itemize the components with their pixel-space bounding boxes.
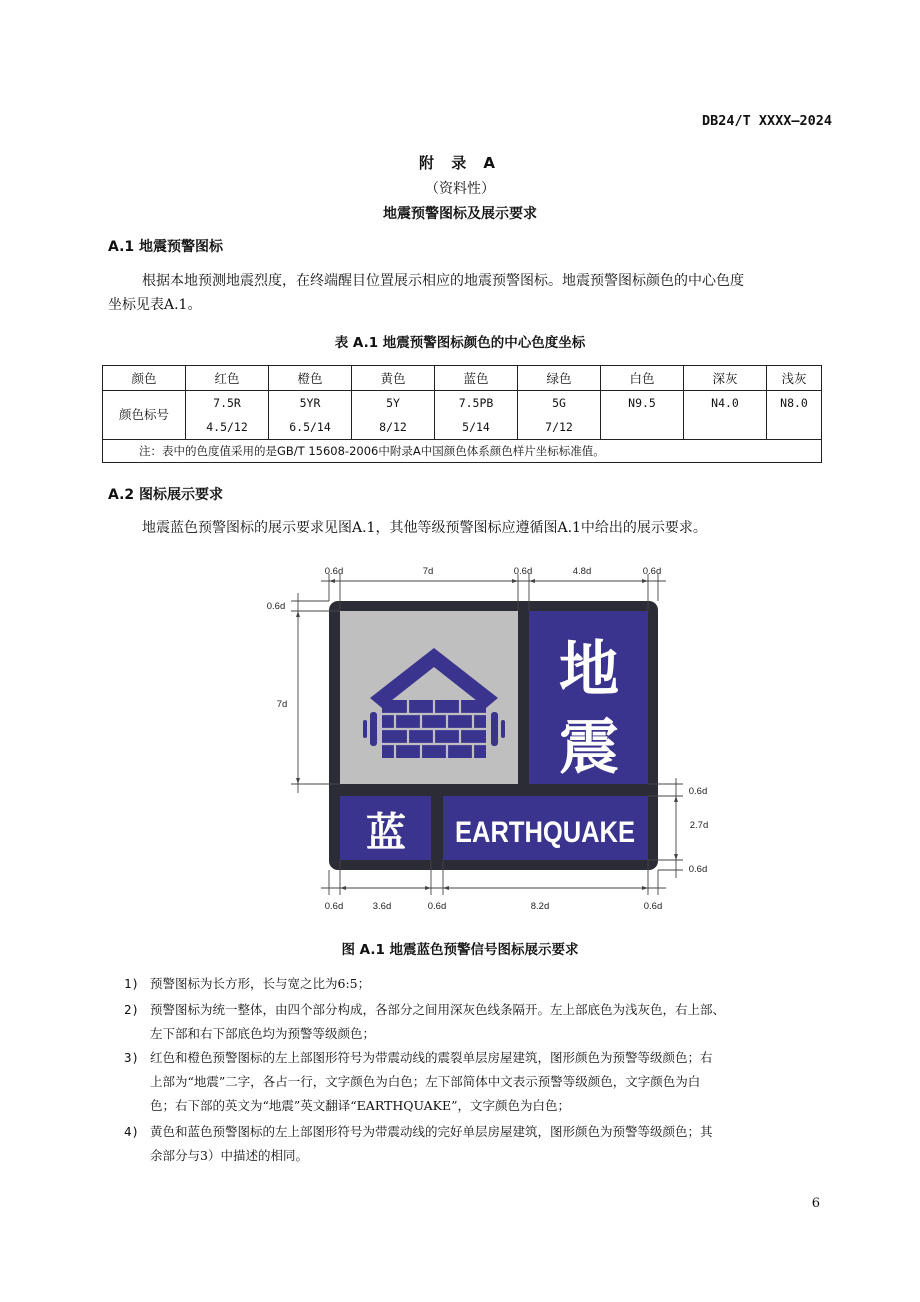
appendix-nature: （资料性） bbox=[425, 181, 495, 197]
table-header-cell: 蓝色 bbox=[435, 366, 518, 391]
row-label: 颜色标号 bbox=[103, 391, 186, 440]
table-cell: N9.5 bbox=[601, 391, 684, 440]
list-text: 色；右下部的英文为“地震”英文翻译“EARTHQUAKE”，文字颜色为白色； bbox=[150, 1098, 571, 1113]
icon-english-text: EARTHQUAKE bbox=[455, 816, 635, 849]
list-text: 余部分与3）中描述的相同。 bbox=[150, 1148, 308, 1163]
dim-label: 0.6d bbox=[427, 901, 447, 912]
figure-caption: 图 A.1 地震蓝色预警信号图标展示要求 bbox=[341, 942, 579, 958]
table-cell: 7.5R 4.5/12 bbox=[186, 391, 269, 440]
section-a2-heading: A.2 图标展示要求 bbox=[108, 487, 224, 503]
dim-label: 0.6d bbox=[642, 566, 662, 577]
list-number: 2) bbox=[124, 1002, 140, 1017]
section-a1-heading: A.1 地震预警图标 bbox=[108, 239, 224, 255]
table-header-cell: 红色 bbox=[186, 366, 269, 391]
table-cell: N4.0 bbox=[684, 391, 767, 440]
dim-label: 0.6d bbox=[688, 786, 708, 797]
table-header-cell: 颜色 bbox=[103, 366, 186, 391]
table-header-cell: 橙色 bbox=[269, 366, 352, 391]
list-item bbox=[124, 1046, 840, 1118]
table-header-cell: 白色 bbox=[601, 366, 684, 391]
list-item bbox=[124, 1120, 840, 1168]
list-text: 预警图标为长方形，长与宽之比为6:5； bbox=[150, 976, 371, 991]
list-item bbox=[124, 972, 840, 996]
dim-label: 2.7d bbox=[689, 820, 709, 831]
dim-label: 7d bbox=[276, 699, 288, 710]
icon-char-di: 地 bbox=[559, 636, 619, 703]
dim-label: 0.6d bbox=[266, 601, 286, 612]
list-text: 左下部和右下部底色均为预警等级颜色； bbox=[150, 1026, 376, 1041]
list-number: 4) bbox=[124, 1124, 140, 1139]
list-text: 上部为“地震”二字，各占一行，文字颜色为白色；左下部简体中文表示预警等级颜色，文字颜色为白 bbox=[150, 1074, 701, 1089]
table-note: 注：表中的色度值采用的是GB/T 15608-2006中附录A中国颜色体系颜色样片坐标标准值。 bbox=[103, 440, 822, 463]
list-text: 红色和橙色预警图标的左上部图形符号为带震动线的震裂单层房屋建筑，图形颜色为预警等级颜色；右 bbox=[150, 1050, 713, 1065]
table-cell: 5YR 6.5/14 bbox=[269, 391, 352, 440]
dim-label: 0.6d bbox=[688, 864, 708, 875]
dim-label: 0.6d bbox=[643, 901, 663, 912]
icon-char-zhen: 震 bbox=[559, 714, 619, 781]
list-number: 1) bbox=[124, 976, 140, 991]
table-header-cell: 浅灰 bbox=[767, 366, 822, 391]
appendix-title: 地震预警图标及展示要求 bbox=[383, 206, 537, 222]
dim-label: 3.6d bbox=[372, 901, 392, 912]
list-text: 预警图标为统一整体，由四个部分构成，各部分之间用深灰色线条隔开。左上部底色为浅灰色，右上部、 bbox=[150, 1002, 726, 1017]
dim-label: 0.6d bbox=[324, 566, 344, 577]
paragraph-text: 地震蓝色预警图标的展示要求见图A.1，其他等级预警图标应遵循图A.1中给出的展示要求。 bbox=[142, 520, 707, 536]
table-cell: 5G 7/12 bbox=[518, 391, 601, 440]
appendix-label: 附 录 A bbox=[418, 154, 502, 172]
icon-level-char: 蓝 bbox=[366, 811, 406, 855]
table-header-cell: 深灰 bbox=[684, 366, 767, 391]
dim-label: 0.6d bbox=[324, 901, 344, 912]
dim-label: 4.8d bbox=[572, 566, 592, 577]
table-cell: 7.5PB 5/14 bbox=[435, 391, 518, 440]
table-caption: 表 A.1 地震预警图标颜色的中心色度坐标 bbox=[334, 335, 586, 351]
page-number: 6 bbox=[811, 1196, 820, 1211]
document-id: DB24/T XXXX—2024 bbox=[701, 113, 832, 129]
dim-label: 0.6d bbox=[513, 566, 533, 577]
paragraph-text: 根据本地预测地震烈度，在终端醒目位置展示相应的地震预警图标。地震预警图标颜色的中心色度 bbox=[142, 273, 744, 289]
list-text: 黄色和蓝色预警图标的左上部图形符号为带震动线的完好单层房屋建筑，图形颜色为预警等级颜色；其 bbox=[150, 1124, 713, 1139]
table-cell: N8.0 bbox=[767, 391, 822, 440]
dim-label: 8.2d bbox=[530, 901, 550, 912]
dim-label: 7d bbox=[422, 566, 434, 577]
paragraph-text: 坐标见表A.1。 bbox=[108, 297, 202, 313]
list-item bbox=[124, 998, 840, 1046]
table-header-cell: 绿色 bbox=[518, 366, 601, 391]
table-header-cell: 黄色 bbox=[352, 366, 435, 391]
list-number: 3) bbox=[124, 1050, 140, 1065]
table-cell: 5Y 8/12 bbox=[352, 391, 435, 440]
